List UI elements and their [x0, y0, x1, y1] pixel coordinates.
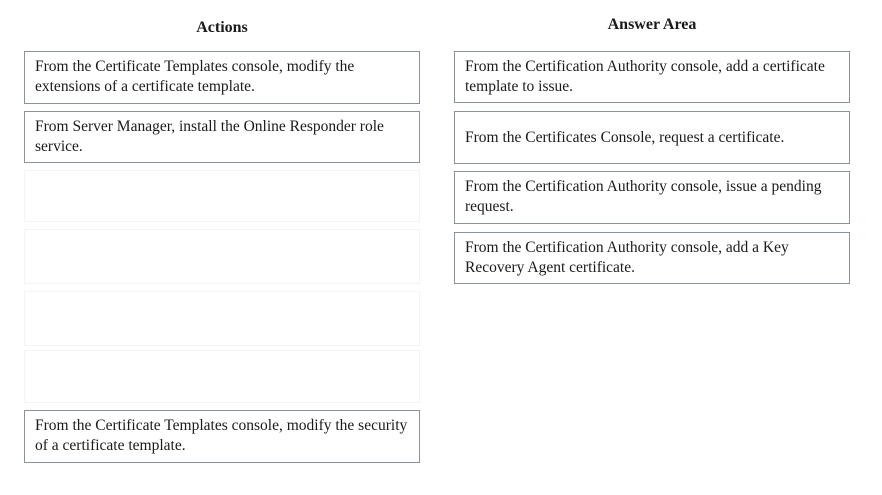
action-item-modify-extensions[interactable]: From the Certificate Templates console, modify the extensions of a certificate template.: [24, 51, 420, 104]
action-slot-empty: [24, 229, 420, 284]
actions-heading: Actions: [196, 19, 248, 36]
answer-item-add-template-to-issue[interactable]: From the Certification Authority console, add a certificate template to issue.: [454, 51, 850, 103]
answer-item-label: From the Certificates Console, request a certificate.: [465, 128, 785, 146]
answer-item-add-kra-certificate[interactable]: From the Certification Authority console, add a Key Recovery Agent certificate.: [454, 232, 850, 284]
action-slot-empty: [24, 291, 420, 346]
answer-area-heading: Answer Area: [607, 16, 697, 33]
action-slot-empty: [24, 170, 420, 222]
action-slot-empty: [24, 350, 420, 403]
action-item-modify-security[interactable]: From the Certificate Templates console, modify the security of a certificate template.: [24, 410, 420, 463]
action-item-install-online-responder[interactable]: From Server Manager, install the Online Responder role service.: [24, 111, 420, 163]
answer-item-issue-pending-request[interactable]: From the Certification Authority console, issue a pending request.: [454, 171, 850, 224]
answer-item-request-certificate[interactable]: [454, 111, 850, 164]
